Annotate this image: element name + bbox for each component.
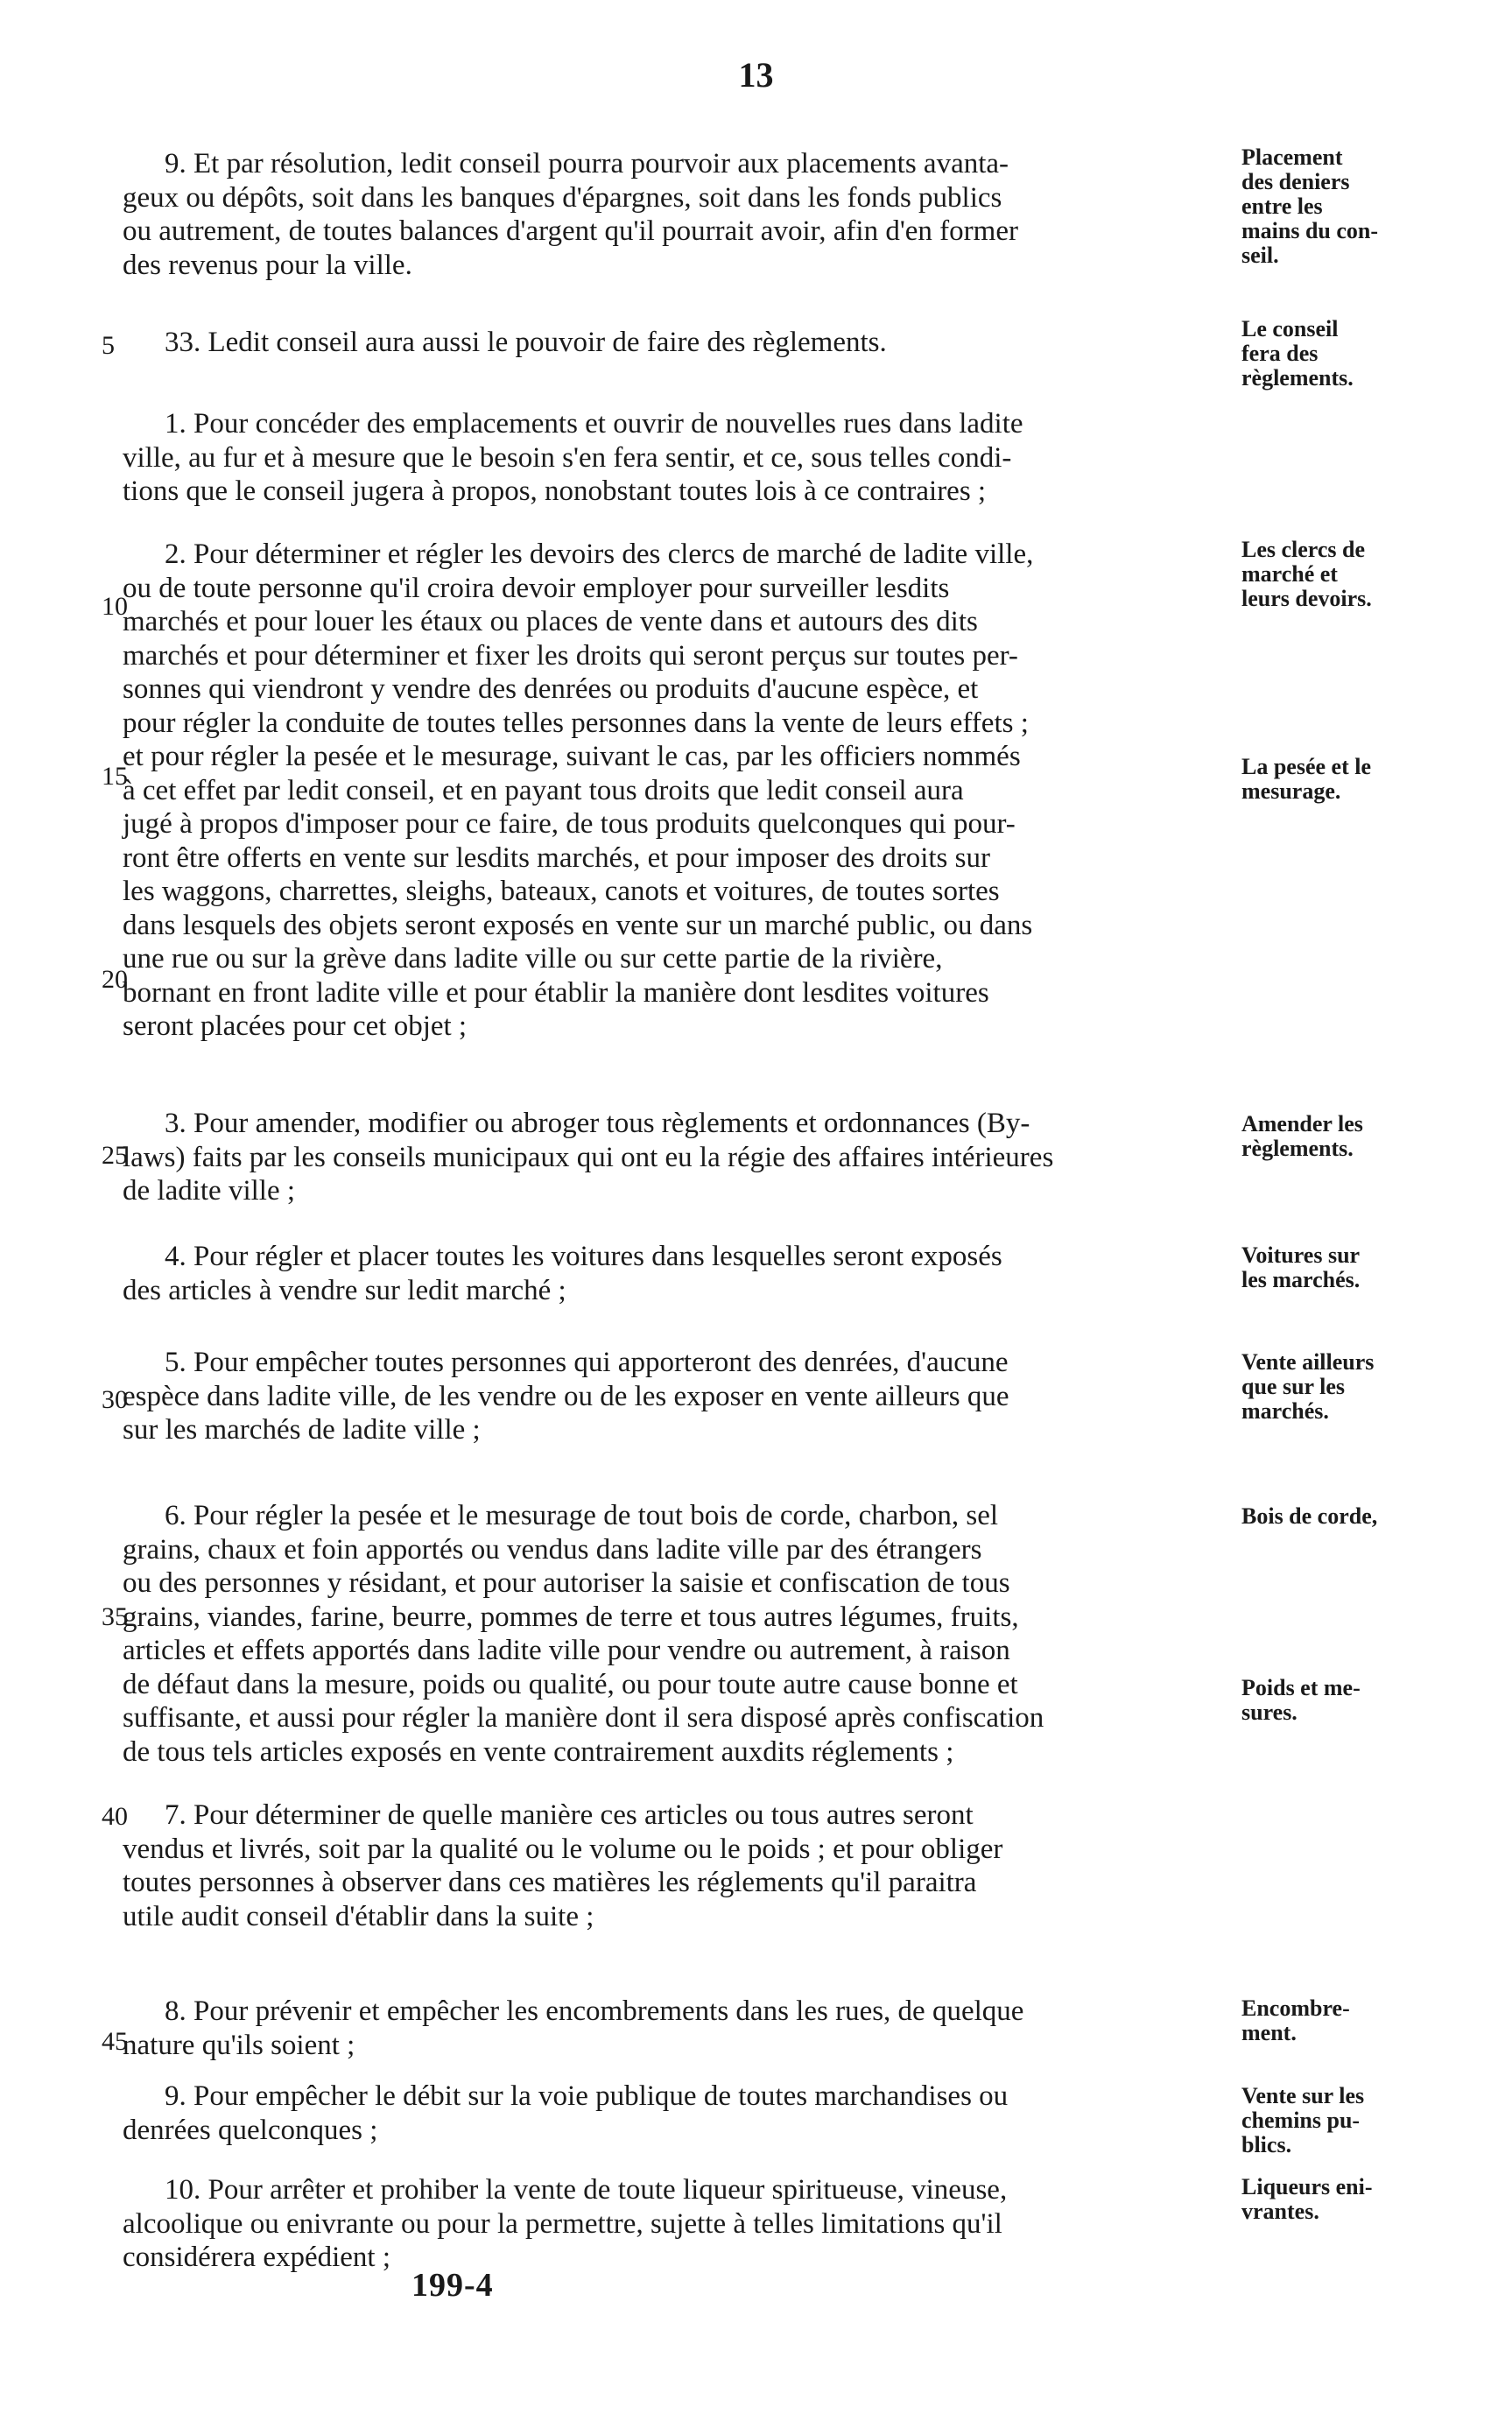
margin-note-line: vrantes.	[1241, 2199, 1319, 2224]
text-line: 8. Pour prévenir et empêcher les encombrements dans les rues, de quelque	[165, 1995, 1024, 2027]
text-line: jugé à propos d'imposer pour ce faire, de tous produits quelconques qui pour-	[123, 808, 1016, 840]
line-number: 35	[102, 1602, 128, 1631]
margin-note-line: règlements.	[1241, 1136, 1354, 1161]
margin-note	[1241, 1112, 1504, 1161]
text-line: 2. Pour déterminer et régler les devoirs des clercs de marché de ladite ville,	[165, 538, 1034, 570]
line-number: 40	[102, 1802, 128, 1831]
paragraph	[123, 1798, 1234, 1933]
text-line: les waggons, charrettes, sleighs, bateaux, canots et voitures, de toutes sortes	[123, 876, 1000, 907]
text-line: laws) faits par les conseils municipaux qui ont eu la régie des affaires intérieures	[123, 1141, 1054, 1173]
line-number: 45	[102, 2027, 128, 2056]
line-number: 30	[102, 1385, 128, 1414]
margin-note-line: Le conseil	[1241, 316, 1339, 341]
text-line: à cet effet par ledit conseil, et en payant tous droits que ledit conseil aura	[123, 774, 964, 806]
paragraph	[123, 1107, 1234, 1208]
text-line: grains, viandes, farine, beurre, pommes de terre et tous autres légumes, fruits,	[123, 1601, 1019, 1633]
text-line: une rue ou sur la grève dans ladite ville ou sur cette partie de la rivière,	[123, 943, 943, 975]
text-line: 33. Ledit conseil aura aussi le pouvoir de faire des règlements.	[165, 327, 887, 358]
text-line: marchés et pour louer les étaux ou places de vente dans et autours des dits	[123, 606, 978, 637]
line-number: 10	[102, 592, 128, 621]
text-line: et pour régler la pesée et le mesurage, suivant le cas, par les officiers nommés	[123, 741, 1021, 772]
paragraph	[123, 326, 1234, 360]
text-line: 5. Pour empêcher toutes personnes qui apporteront des denrées, d'aucune	[165, 1347, 1009, 1378]
margin-note	[1241, 1676, 1504, 1725]
margin-note	[1241, 538, 1504, 611]
margin-note-line: Bois de corde,	[1241, 1503, 1378, 1529]
paragraph	[123, 407, 1234, 509]
text-line: sonnes qui viendront y vendre des denrées ou produits d'aucune espèce, et	[123, 673, 979, 705]
margin-note-line: Liqueurs eni-	[1241, 2174, 1373, 2199]
text-line: suffisante, et aussi pour régler la manière dont il sera disposé après confiscation	[123, 1702, 1044, 1734]
margin-note-line: Les clercs de	[1241, 537, 1366, 562]
text-line: ville, au fur et à mesure que le besoin s'en fera sentir, et ce, sous telles condi-	[123, 441, 1012, 474]
text-line: de tous tels articles exposés en vente contrairement auxdits réglements ;	[123, 1735, 954, 1768]
text-line: 3. Pour amender, modifier ou abroger tous règlements et ordonnances (By-	[165, 1108, 1030, 1139]
text-line: considérera expédient ;	[123, 2242, 391, 2273]
margin-note-line: chemins pu-	[1241, 2108, 1361, 2133]
margin-note-line: Placement	[1241, 144, 1343, 170]
margin-note-line: règlements.	[1241, 365, 1354, 391]
text-line: 10. Pour arrêter et prohiber la vente de toute liqueur spiritueuse, vineuse,	[165, 2174, 1008, 2206]
margin-note	[1241, 1243, 1504, 1292]
text-line: 4. Pour régler et placer toutes les voitures dans lesquelles seront exposés	[165, 1241, 1002, 1272]
margin-note-line: des deniers	[1241, 169, 1350, 194]
paragraph	[123, 1346, 1234, 1447]
margin-note	[1241, 1504, 1504, 1529]
text-line: toutes personnes à observer dans ces matières les réglements qu'il paraitra	[123, 1867, 977, 1898]
paragraph	[123, 147, 1234, 282]
text-line: des articles à vendre sur ledit marché ;	[123, 1274, 566, 1306]
text-line: ou de toute personne qu'il croira devoir employer pour surveiller lesdits	[123, 572, 950, 604]
text-line: 9. Pour empêcher le débit sur la voie publique de toutes marchandises ou	[165, 2080, 1009, 2112]
margin-note	[1241, 317, 1504, 391]
margin-note	[1241, 2084, 1504, 2157]
text-line: utile audit conseil d'établir dans la suite ;	[123, 1900, 594, 1932]
margin-note-line: ment.	[1241, 2020, 1297, 2045]
margin-note-line: les marchés.	[1241, 1267, 1361, 1292]
margin-note-line: seil.	[1241, 243, 1279, 268]
margin-note-line: blics.	[1241, 2132, 1292, 2157]
paragraph	[123, 538, 1234, 1044]
margin-note-line: sures.	[1241, 1700, 1298, 1725]
text-line: articles et effets apportés dans ladite ville pour vendre ou autrement, à raison	[123, 1635, 1010, 1666]
text-line: des revenus pour la ville.	[123, 249, 412, 281]
margin-note-line: Encombre-	[1241, 1995, 1350, 2021]
line-number: 20	[102, 965, 128, 994]
text-line: nature qu'ils soient ;	[123, 2029, 355, 2061]
margin-note	[1241, 1996, 1504, 2045]
paragraph	[123, 2080, 1234, 2147]
margin-note	[1241, 145, 1504, 268]
line-number: 5	[102, 331, 115, 360]
margin-note-line: que sur les	[1241, 1374, 1345, 1399]
text-line: marchés et pour déterminer et fixer les droits qui seront perçus sur toutes per-	[123, 639, 1018, 672]
text-line: 9. Et par résolution, ledit conseil pourra pourvoir aux placements avanta-	[165, 148, 1009, 179]
text-line: ront être offerts en vente sur lesdits marchés, et pour imposer des droits sur	[123, 841, 990, 874]
text-line: seront placées pour cet objet ;	[123, 1010, 468, 1042]
paragraph	[123, 1240, 1234, 1307]
paragraph	[123, 2173, 1234, 2275]
margin-note-line: Amender les	[1241, 1111, 1363, 1137]
text-line: alcoolique ou enivrante ou pour la permettre, sujette à telles limitations qu'il	[123, 2207, 1002, 2240]
text-line: de défaut dans la mesure, poids ou qualité, ou pour toute autre cause bonne et	[123, 1668, 1018, 1700]
text-line: bornant en front ladite ville et pour établir la manière dont lesdites voitures	[123, 976, 989, 1009]
text-line: grains, chaux et foin apportés ou vendus dans ladite ville par des étrangers	[123, 1533, 982, 1566]
printer-signature-mark: 199-4	[411, 2267, 494, 2304]
margin-note-line: Vente ailleurs	[1241, 1349, 1375, 1375]
line-number: 25	[102, 1141, 128, 1170]
text-line: tions que le conseil jugera à propos, nonobstant toutes lois à ce contraires ;	[123, 475, 987, 507]
text-line: 7. Pour déterminer de quelle manière ces articles ou tous autres seront	[165, 1799, 974, 1831]
paragraph	[123, 1995, 1234, 2062]
text-line: 1. Pour concéder des emplacements et ouvrir de nouvelles rues dans ladite	[165, 408, 1023, 440]
margin-note-line: Poids et me-	[1241, 1675, 1361, 1700]
text-line: pour régler la conduite de toutes telles personnes dans la vente de leurs effets ;	[123, 707, 1029, 739]
margin-note	[1241, 755, 1504, 804]
paragraph	[123, 1499, 1234, 1769]
margin-note-line: leurs devoirs.	[1241, 586, 1372, 611]
text-line: de ladite ville ;	[123, 1175, 296, 1207]
text-line: vendus et livrés, soit par la qualité ou le volume ou le poids ; et pour obliger	[123, 1833, 1003, 1865]
text-line: ou autrement, de toutes balances d'argent qu'il pourrait avoir, afin d'en former	[123, 215, 1018, 247]
margin-note	[1241, 2175, 1504, 2224]
text-line: sur les marchés de ladite ville ;	[123, 1414, 481, 1446]
text-line: geux ou dépôts, soit dans les banques d'épargnes, soit dans les fonds publics	[123, 181, 1002, 214]
margin-note-line: entre les	[1241, 194, 1323, 219]
margin-note-line: fera des	[1241, 341, 1319, 366]
line-number: 15	[102, 762, 128, 791]
text-line: espèce dans ladite ville, de les vendre ou de les exposer en vente ailleurs que	[123, 1380, 1009, 1412]
margin-note-line: La pesée et le	[1241, 754, 1372, 779]
margin-note	[1241, 1350, 1504, 1424]
margin-note-line: Vente sur les	[1241, 2083, 1365, 2108]
margin-note-line: mains du con-	[1241, 218, 1379, 243]
text-line: 6. Pour régler la pesée et le mesurage de tout bois de corde, charbon, sel	[165, 1500, 999, 1531]
page-number: 13	[738, 55, 774, 95]
text-line: ou des personnes y résidant, et pour autoriser la saisie et confiscation de tous	[123, 1567, 1010, 1599]
text-line: dans lesquels des objets seront exposés en vente sur un marché public, ou dans	[123, 909, 1033, 941]
margin-note-line: marchés.	[1241, 1398, 1329, 1424]
margin-note-line: mesurage.	[1241, 778, 1341, 804]
margin-note-line: marché et	[1241, 561, 1338, 587]
text-line: denrées quelconques ;	[123, 2114, 378, 2146]
margin-note-line: Voitures sur	[1241, 1242, 1361, 1268]
